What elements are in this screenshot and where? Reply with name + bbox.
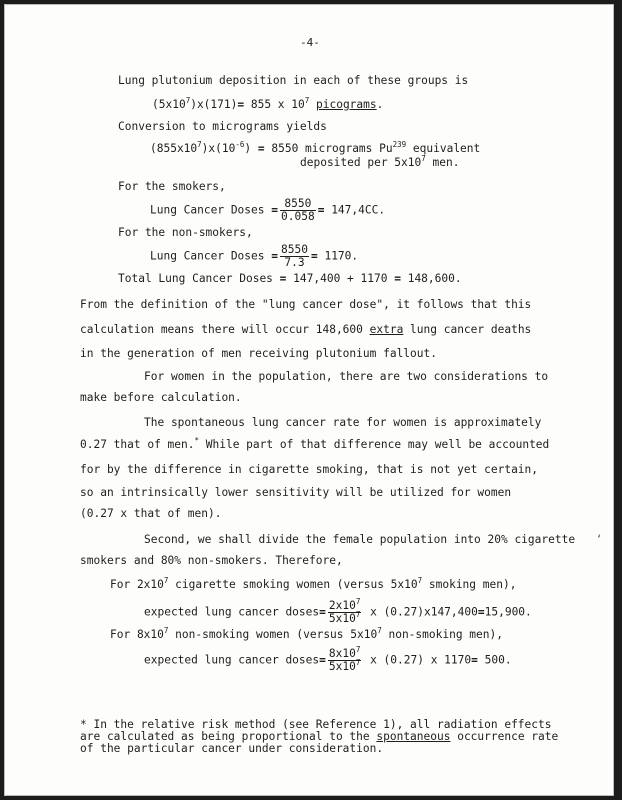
text-line: (0.27 x that of men).	[80, 507, 222, 520]
footnote-line: of the particular cancer under consideration.	[80, 742, 384, 755]
text-line: Conversion to micrograms yields	[118, 120, 327, 133]
equation-line: Total Lung Cancer Doses = 147,400 + 1170 = 148,600.	[118, 272, 462, 285]
text-line: Second, we shall divide the female population into 20% cigarette	[144, 533, 576, 546]
fraction: $\frac{2x10^7}{5x10^7}$	[328, 597, 361, 625]
text-line: For $2x10^7$ cigarette smoking women (versus $5x10^7$ smoking men),	[110, 576, 517, 591]
text-line: The spontaneous lung cancer rate for women is approximately	[144, 416, 542, 429]
stray-mark: ‘	[596, 534, 603, 545]
equation-line: Lung Cancer Doses = $\frac{8550}{7.3}$ = 1170.	[150, 243, 359, 269]
text-line: for by the difference in cigarette smoking, that is not yet certain,	[80, 463, 539, 476]
equation-line: expected lung cancer doses= $\frac{2x10^7}{5x10^7}$ x (0.27)x147,400=15,900.	[144, 597, 532, 625]
footnote-marker: *	[194, 436, 200, 445]
text-line: For $8x10^7$ non-smoking women (versus $5x10^7$ non-smoking men),	[110, 626, 503, 641]
equation-line: $(855x10^7)x(10^{-6}) = 8550$ micrograms Pu$^{239}$ equivalent	[150, 140, 481, 155]
footnote-line: * In the relative risk method (see Reference 1), all radiation effects	[80, 718, 552, 731]
equation-line: expected lung cancer doses= $\frac{8x10^7}{5x10^7}$ x (0.27) x 1170= 500.	[144, 645, 512, 673]
text-line: For the non-smokers,	[118, 226, 253, 239]
text-line: in the generation of men receiving plutonium fallout.	[80, 347, 437, 360]
document-page	[4, 4, 614, 796]
text-line: For women in the population, there are two considerations to	[144, 370, 549, 383]
equation-line: $(5x10^7)x(171)= 855$ x $10^7$ picograms.	[152, 96, 384, 111]
footnote-line: are calculated as being proportional to the spontaneous occurrence rate	[80, 730, 559, 743]
text-line: Lung plutonium deposition in each of these groups is	[118, 74, 469, 87]
equation-line: Lung Cancer Doses = $\frac{8550}{0.058}$ = 147,4CC.	[150, 197, 386, 223]
text-line: From the definition of the "lung cancer dose", it follows that this	[80, 298, 532, 311]
page-number: -4-	[300, 36, 320, 49]
text-line: calculation means there will occur 148,600 extra lung cancer deaths	[80, 323, 532, 336]
equation-line: deposited per $5x10^7$ men.	[300, 154, 460, 169]
fraction: $\frac{8x10^7}{5x10^7}$	[328, 645, 361, 673]
text-line: 0.27 that of men.* While part of that difference may well be accounted	[80, 436, 550, 451]
text-line: For the smokers,	[118, 180, 226, 193]
fraction: $\frac{8550}{0.058}$	[281, 197, 315, 223]
text-line: make before calculation.	[80, 391, 242, 404]
text-line: smokers and 80% non-smokers. Therefore,	[80, 554, 343, 567]
fraction: $\frac{8550}{7.3}$	[281, 243, 308, 269]
text-line: so an intrinsically lower sensitivity will be utilized for women	[80, 486, 512, 499]
